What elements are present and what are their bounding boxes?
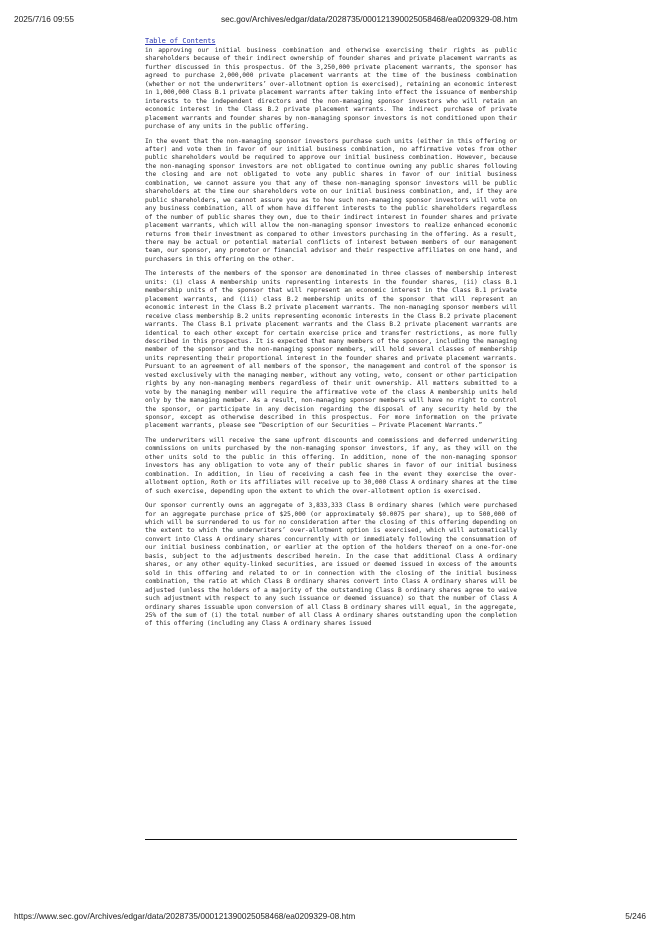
page-number: 5/246 xyxy=(625,911,646,921)
page-divider xyxy=(145,839,517,840)
paragraph-2: In the event that the non-managing sponsor investors purchase such units (either in this offering or after) and vote them in favor of our initial business combination, no affirmative votes from other public shareholders would be required to approve our initial business combination. However, because the non-managing sponsor investors are not obligated to continue owning any public shares following the closing and are not obligated to vote any public shares in favor of our initial business combination, we cannot assure you that any of these non-managing sponsor investors will be public shareholders at the time our shareholders vote on our initial business combination, and, if they are public shareholders, we cannot assure you as to how such non-managing sponsor investors will vote on any business combination, all of whom have different interests to the public shareholders regardless of the number of public shares they own, due to their indirect interest in founder shares and private placement warrants, which will allow the non-managing sponsor investors to realize enhanced economic returns from their investment as compared to other investors purchasing in the offering. As a result, there may be actual or potential material conflicts of interest between members of our management team, our sponsor, any promotor or financial advisor and their respective affiliates on one hand, and purchasers in this offering on the other. xyxy=(145,137,517,263)
paragraph-4: The underwriters will receive the same upfront discounts and commissions and deferred underwriting commissions on units purchased by the non-managing sponsor investors, if any, as they will on the other units sold to the public in this offering. In addition, none of the non-managing sponsor investors has any obligation to vote any of their public shares in favor of our initial business combination. In addition, in lieu of receiving a cash fee in the event they exercise the over-allotment option, Roth or its affiliates will receive up to 30,000 Class A ordinary shares at the time of such exercise, depending upon the extent to which the over-allotment option is exercised. xyxy=(145,436,517,495)
page-url: https://www.sec.gov/Archives/edgar/data/2028735/000121390025058468/ea0209329-08.htm xyxy=(14,911,356,921)
paragraph-3: The interests of the members of the sponsor are denominated in three classes of membership interest units: (i) class A membership units representing interests in the founder shares, (ii) class B.1 membership units of the sponsor that will represent an economic interest in the Class B.1 private placement warrants, and (iii) class B.2 membership units of the sponsor that will represent an economic interest in the Class B.2 private placement warrants. The non-managing sponsor members will receive class membership B.2 units representing economic interests in the Class B.2 private placement warrants. The Class B.1 private placement warrants and the Class B.2 private placement warrants are identical to each other except for certain exercise price and transfer restrictions, as more fully described in this prospectus. It is expected that many members of the sponsor, including the managing member of the sponsor and the non-managing sponsor members, will hold several classes of membership units representing their proportional interest in the founder shares and private placement warrants. Pursuant to an agreement of all members of the sponsor, the management and control of the sponsor is vested exclusively with the managing member, without any voting, veto, consent or other participation rights by any non-managing members regardless of their unit ownership. All matters submitted to a vote by the managing member will require the affirmative vote of the class A membership units held only by the managing member. As a result, non-managing sponsor members will have no right to control the sponsor, or participate in any decision regarding the disposal of any security held by the sponsor, except as otherwise described in this prospectus. For more information on the private placement warrants, please see “Description of our Securities — Private Placement Warrants.” xyxy=(145,270,517,430)
document-body xyxy=(145,37,517,635)
page-url-title: sec.gov/Archives/edgar/data/2028735/000121390025058468/ea0209329-08.htm xyxy=(221,14,518,24)
paragraph-1: in approving our initial business combination and otherwise exercising their rights as public shareholders because of their indirect ownership of founder shares and private placement warrants as further discussed in this prospectus. Of the 3,250,000 private placement warrants, the sponsor has agreed to purchase 2,000,000 private placement warrants at the time of the business combination (whether or not the underwriters’ over-allotment option is exercised), retaining an economic interest in 1,000,000 Class B.1 private placement warrants after taking into effect the issuance of membership interests to the independent directors and the non-managing sponsor investors who will retain an economic interest in the Class B.2 private placement warrants. The indirect purchase of private placement warrants and founder shares by non-managing sponsor investors is not conditioned upon their purchase of any units in the public offering. xyxy=(145,47,517,131)
table-of-contents-link[interactable]: Table of Contents xyxy=(145,37,216,45)
paragraph-5: Our sponsor currently owns an aggregate of 3,833,333 Class B ordinary shares (which were purchased for an aggregate purchase price of $25,000 (or approximately $0.0075 per share), up to 500,000 of which will be surrendered to us for no consideration after the closing of this offering depending on the extent to which the underwriters’ over-allotment option is exercised, which will automatically convert into Class A ordinary shares concurrently with or immediately following the consummation of our initial business combination, or earlier at the option of the holders thereof on a one-for-one basis, subject to the adjustments described herein. In the case that additional Class A ordinary shares, or any other equity-linked securities, are issued or deemed issued in excess of the amounts sold in this offering and related to or in connection with the closing of the initial business combination, the ratio at which Class B ordinary shares convert into Class A ordinary shares will be adjusted (unless the holders of a majority of the outstanding Class B ordinary shares agree to waive such adjustment with respect to any such issuance or deemed issuance) so that the number of Class A ordinary shares issuable upon conversion of all Class B ordinary shares will equal, in the aggregate, 25% of the sum of (i) the total number of all Class A ordinary shares outstanding upon the completion of this offering (including any Class A ordinary shares issued xyxy=(145,502,517,628)
print-timestamp: 2025/7/16 09:55 xyxy=(14,14,74,24)
